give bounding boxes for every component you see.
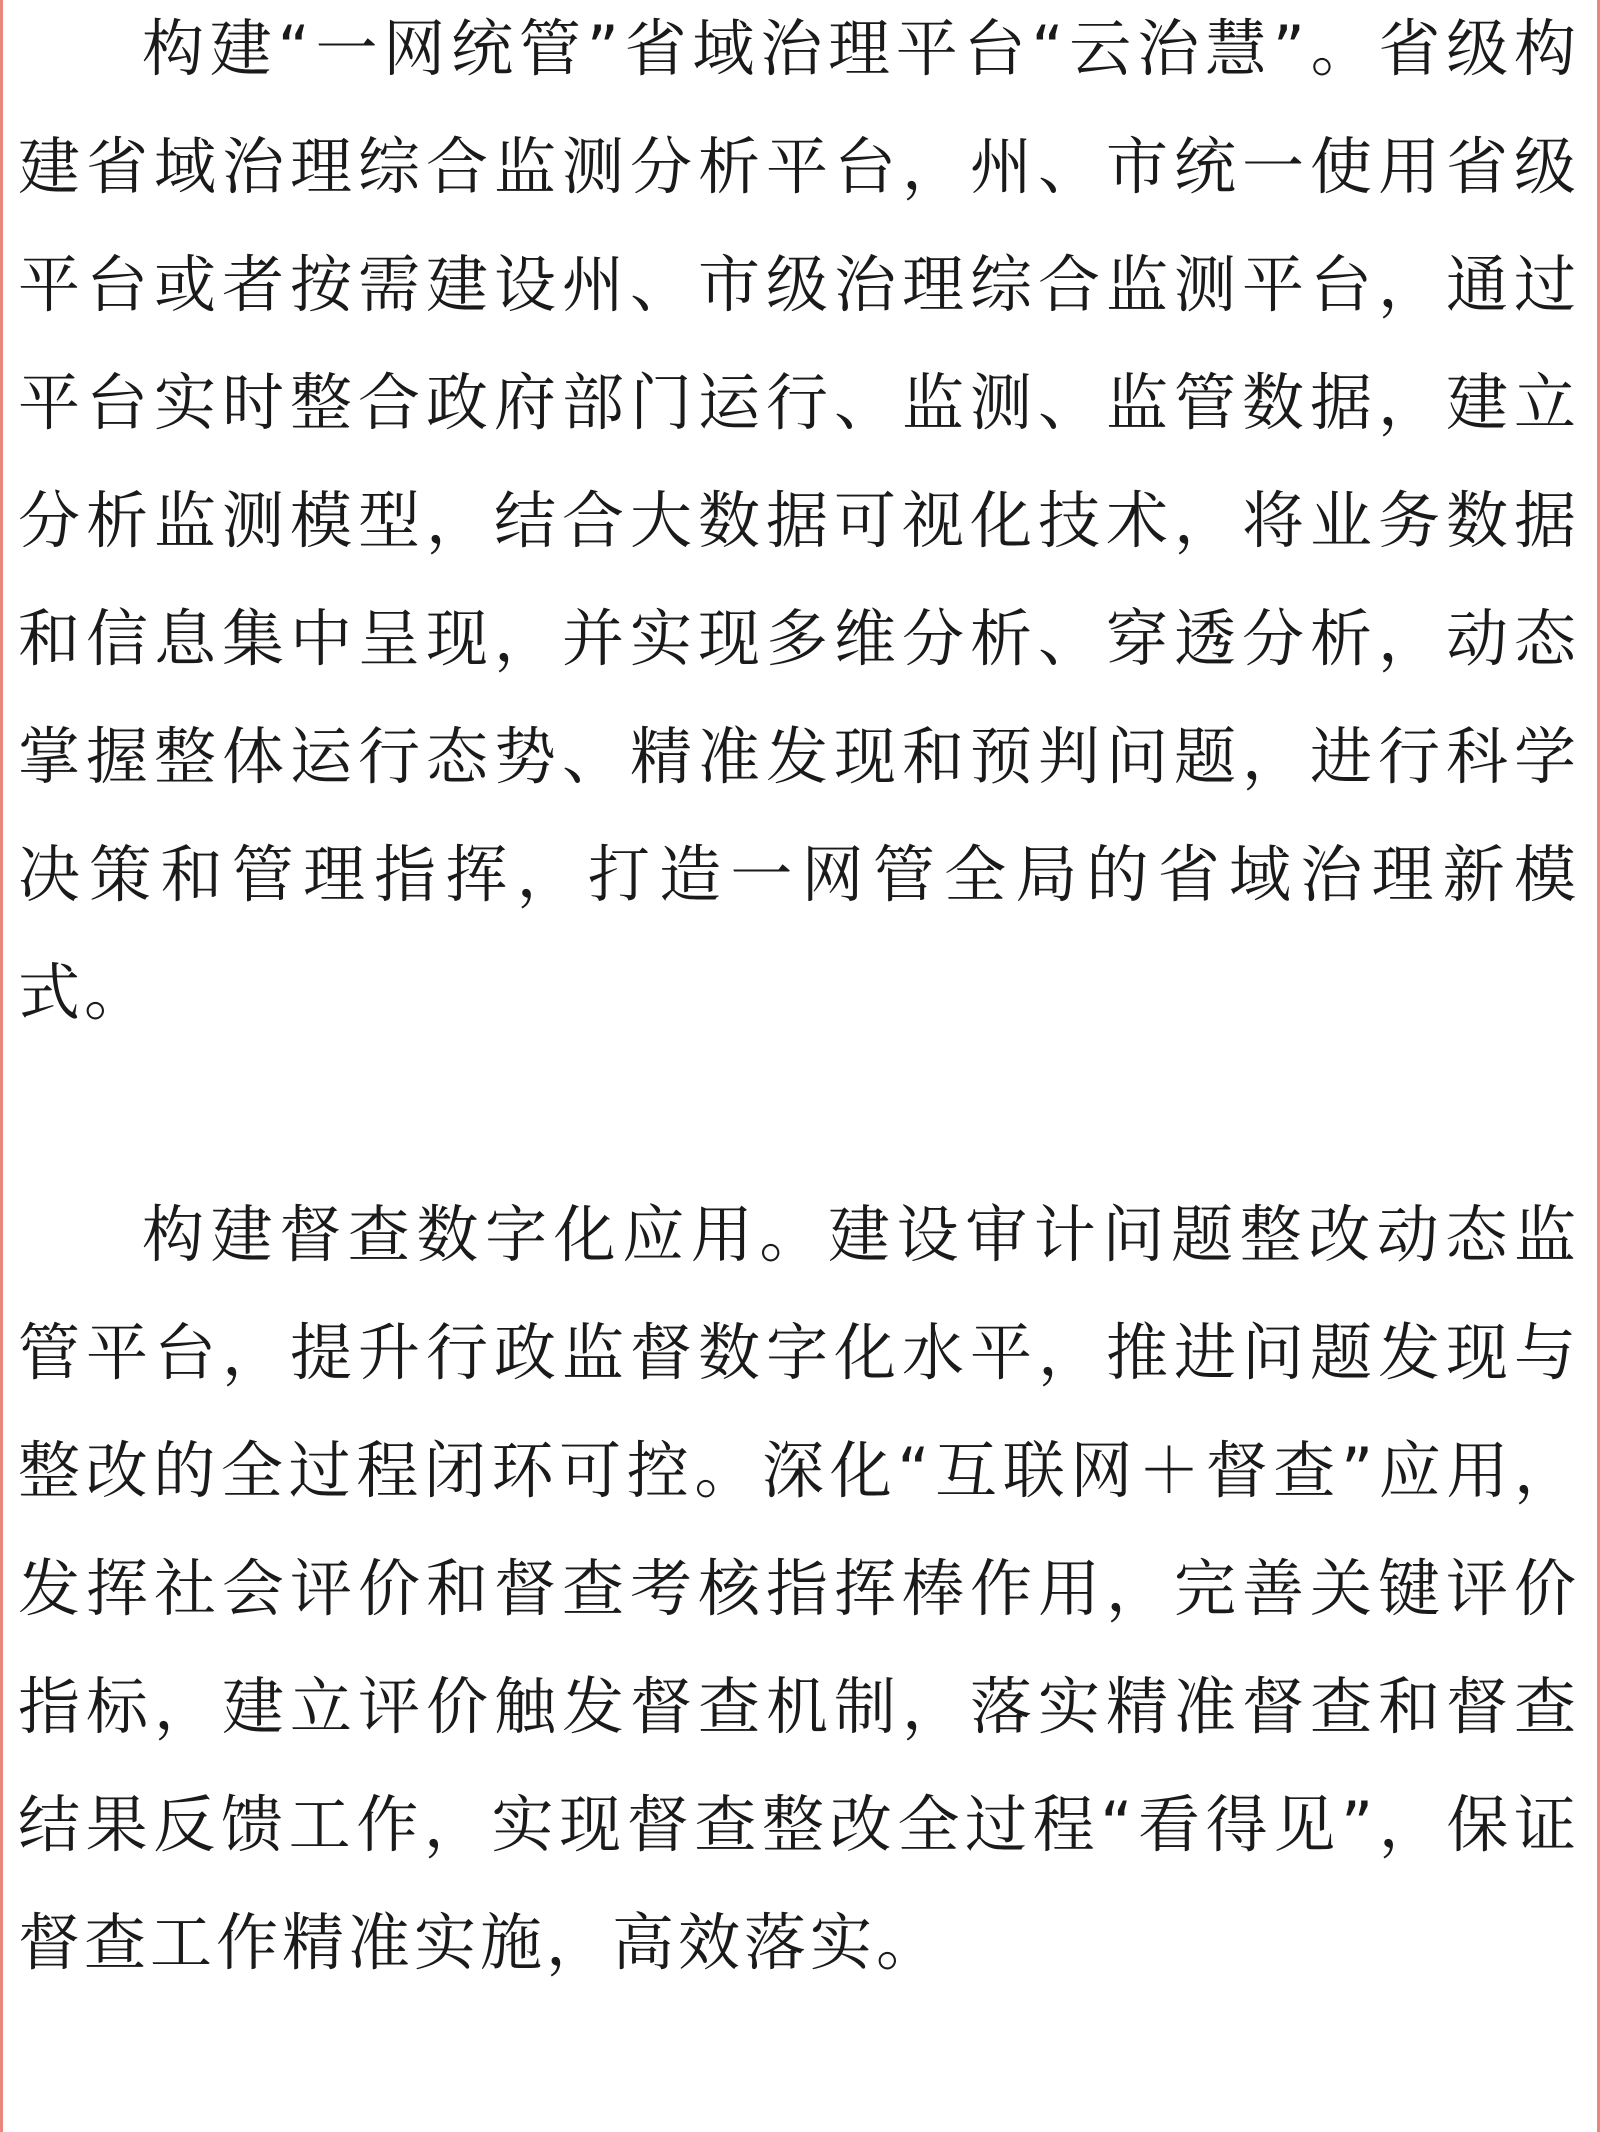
paragraph-supervision-digitalization: 构建督查数字化应用。建设审计问题整改动态监管平台，提升行政监督数字化水平，推进问题发现与整改的全过程闭环可控。深化“互联网＋督查”应用，发挥社会评价和督查考核指挥棒作用，完善关键评价指标，建立评价触发督查机制，落实精准督查和督查结果反馈工作，实现督查整改全过程“看得见”，保证督查工作精准实施，高效落实。 (18, 1198, 1580, 1979)
paragraph-yunzhihui-platform: 构建“一网统管”省域治理平台“云治慧”。省级构建省域治理综合监测分析平台，州、市统一使用省级平台或者按需建设州、市级治理综合监测平台，通过平台实时整合政府部门运行、监测、监管数据，建立分析监测模型，结合大数据可视化技术，将业务数据和信息集中呈现，并实现多维分析、穿透分析，动态掌握整体运行态势、精准发现和预判问题，进行科学决策和管理指挥，打造一网管全局的省域治理新模式。 (18, 12, 1580, 1029)
left-border (0, 0, 3, 2132)
